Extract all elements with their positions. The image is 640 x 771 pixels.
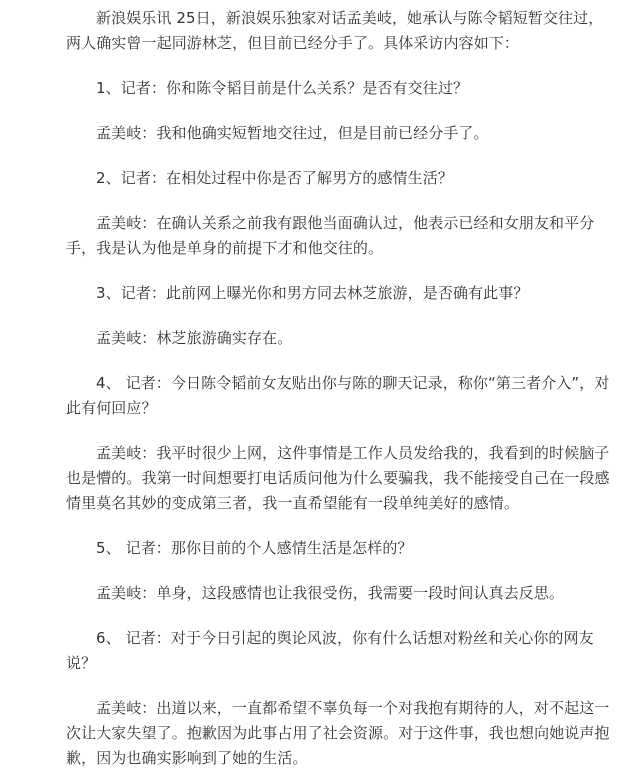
question-1: 1、记者：你和陈令韬目前是什么关系？是否有交往过？ — [96, 79, 469, 97]
question-6: 6、 记者：对于今日引起的舆论风波，你有什么话想对粉丝和关心你的网友说？ — [66, 629, 594, 672]
question-4: 4、 记者：今日陈令韬前女友贴出你与陈的聊天记录，称你“第三者介入”，对此有何回应？ — [66, 374, 610, 417]
question-5: 5、 记者：那你目前的个人感情生活是怎样的？ — [96, 539, 413, 557]
answer-1: 孟美岐：我和他确实短暂地交往过，但是目前已经分手了。 — [96, 124, 489, 142]
answer-6: 孟美岐：出道以来，一直都希望不辜负每一个对我抱有期待的人，对不起这一次让大家失望了。抱歉因为此事占用了社会资源。对于这件事，我也想向她说声抱歉，因为也确实影响到了她的生活。 — [66, 699, 610, 767]
intro-paragraph: 新浪娱乐讯 25日，新浪娱乐独家对话孟美岐，她承认与陈令韬短暂交往过，两人确实曾一起同游林芝，但目前已经分手了。具体采访内容如下： — [66, 9, 604, 52]
answer-3: 孟美岐：林芝旅游确实存在。 — [96, 329, 293, 347]
answer-4: 孟美岐：我平时很少上网，这件事情是工作人员发给我的，我看到的时候脑子也是懵的。我第一时间想要打电话质问他为什么要骗我，我不能接受自己在一段感情里莫名其妙的变成第三者，我一直希望能有一段单纯美好的感情。 — [66, 444, 610, 512]
question-3: 3、记者：此前网上曝光你和男方同去林芝旅游，是否确有此事？ — [96, 284, 529, 302]
answer-2: 孟美岐：在确认关系之前我有跟他当面确认过，他表示已经和女朋友和平分手，我是认为他是单身的前提下才和他交往的。 — [66, 214, 595, 257]
answer-5: 孟美岐：单身，这段感情也让我很受伤，我需要一段时间认真去反思。 — [96, 584, 565, 602]
question-2: 2、记者：在相处过程中你是否了解男方的感情生活？ — [96, 169, 453, 187]
